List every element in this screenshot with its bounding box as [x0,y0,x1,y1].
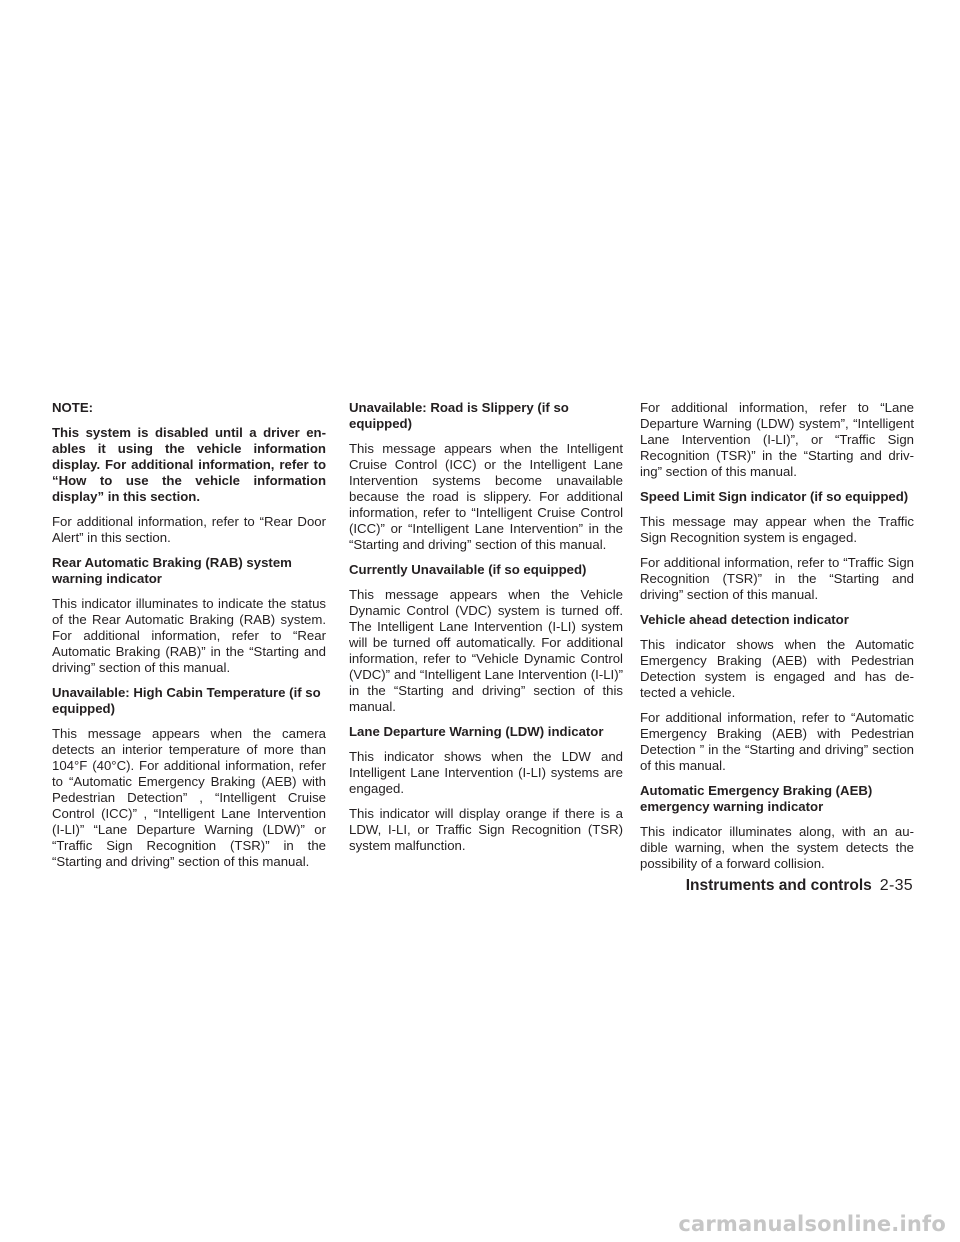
section-heading: Vehicle ahead detection indicator [640,612,849,627]
section-heading: Currently Unavailable (if so equipped) [349,562,587,577]
paragraph: For additional information, refer to “Rear Door Alert” in this section. [52,514,326,545]
section-heading: Rear Automatic Braking (RAB) system warning indicator [52,555,292,586]
section-heading: Unavailable: Road is Slippery (if so equipped) [349,400,569,431]
section-heading: Unavailable: High Cabin Temperature (if so equipped) [52,685,321,716]
paragraph: This indicator will display orange if there is a LDW, I-LI, or Traffic Sign Recognition (TSR) system malfunction. [349,806,623,853]
note-text: This system is disabled until a driver enables it using the vehicle information display. For additional information, refer to “How to use the vehicle information display” in this section. [52,425,326,504]
paragraph: This message appears when the Vehicle Dynamic Control (VDC) system is turned off. The Intelligent Lane Intervention (I-LI) system will be turned off automatically. For additional information, refer to “Vehicle Dynamic Control (VDC)” and “Intelligent Lane Intervention (I-LI)” in the “Starting and driving” section of this manual. [349,587,623,714]
paragraph: This indicator illuminates to indicate the status of the Rear Automatic Braking (RAB) system. For additional information, refer to “Rear Automatic Braking (RAB)” in the “Starting and driving” section of this manual. [52,596,326,675]
text-column-2 [349,400,623,863]
page-number: 2-35 [879,877,913,894]
section-heading: Lane Departure Warning (LDW) indicator [349,724,604,739]
text-column-1 [52,400,326,879]
text-column-3 [640,400,914,881]
footer-section-title: Instruments and controls [685,877,872,894]
paragraph: This message appears when the Intelligent Cruise Control (ICC) or the Intelligent Lane Intervention systems become unavailable because the road is slippery. For additional information, refer to “Intelligent Cruise Control (ICC)” or “Intelligent Lane Intervention” in the “Starting and driving” section of this manual. [349,441,623,552]
paragraph: For additional information, refer to “Traffic Sign Recognition (TSR)” in the “Starting and driving” section of this manual. [640,555,914,602]
paragraph: This message may appear when the Traffic Sign Recognition system is engaged. [640,514,914,545]
paragraph: This indicator illuminates along, with an audible warning, when the system detects the possibility of a forward collision. [640,824,914,871]
paragraph: This message appears when the camera detects an interior temperature of more than 104°F (40°C). For additional information, refer to “Automatic Emergency Braking (AEB) with Pedestrian Detection” , “Intelligent Cruise Control (ICC)” , “Intelligent Lane Intervention (I-LI)” “Lane Departure Warning (LDW)” or “Traffic Sign Recognition (TSR)” in the “Starting and driving” section of this manual. [52,726,326,869]
paragraph: For additional information, refer to “Automatic Emergency Braking (AEB) with Pedestrian Detection ” in the “Starting and driving” section of this manual. [640,710,914,773]
section-heading: Speed Limit Sign indicator (if so equipped) [640,489,909,504]
paragraph: For additional information, refer to “Lane Departure Warning (LDW) system”, “Intelligent Lane Intervention (I-LI)”, or “Traffic Sign Recognition (TSR)” in the “Starting and driving” section of this manual. [640,400,914,479]
paragraph: This indicator shows when the LDW and Intelligent Lane Intervention (I-LI) systems are engaged. [349,749,623,796]
page-footer [686,877,913,895]
note-label: NOTE: [52,400,94,415]
section-heading: Automatic Emergency Braking (AEB) emergency warning indicator [640,783,873,814]
watermark: carmanualsonline.info [678,1212,946,1236]
paragraph: This indicator shows when the Automatic Emergency Braking (AEB) with Pedestrian Detection system is engaged and has detected a vehicle. [640,637,914,700]
